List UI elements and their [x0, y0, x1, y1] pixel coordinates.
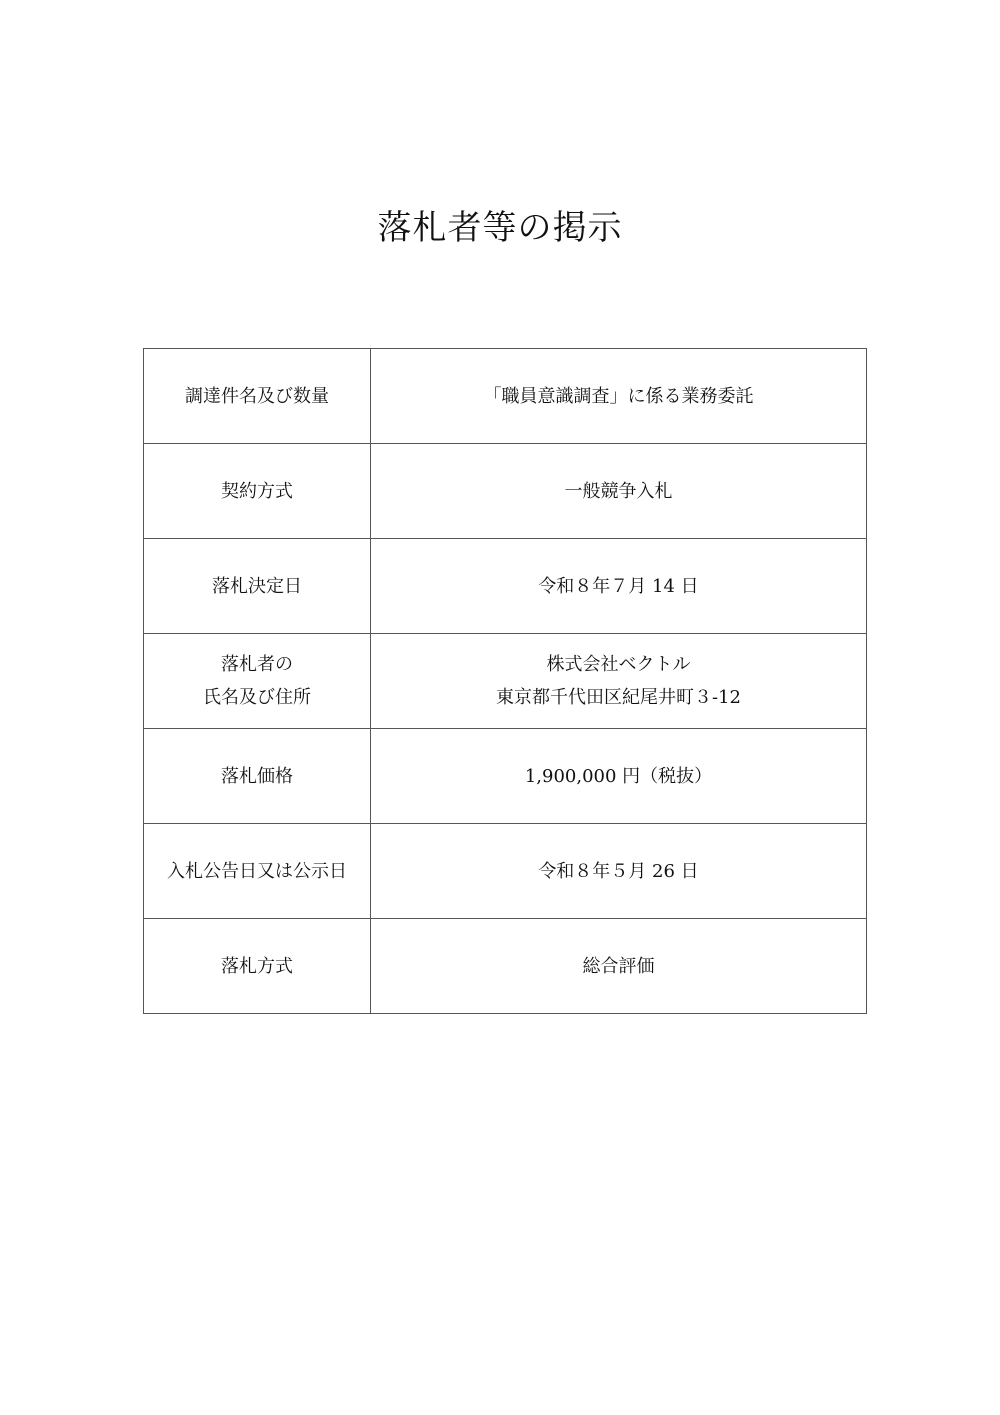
table-row-award-price — [144, 729, 867, 824]
row-label-line: 契約方式 — [221, 480, 293, 502]
row-value-line: 令和８年７月 14 日 — [538, 575, 699, 597]
row-label-line: 調達件名及び数量 — [185, 385, 329, 407]
row-value-line: 総合評価 — [582, 955, 655, 977]
row-value — [371, 729, 867, 824]
row-label — [144, 729, 371, 824]
row-value — [371, 919, 867, 1014]
row-label — [144, 539, 371, 634]
table-row-contract-method — [144, 444, 867, 539]
row-label-line: 落札者の — [221, 654, 293, 675]
row-value-line: 一般競争入札 — [564, 480, 673, 502]
row-label — [144, 824, 371, 919]
row-value — [371, 539, 867, 634]
table-row-award-method — [144, 919, 867, 1014]
row-value — [371, 349, 867, 444]
table-row-winner — [144, 634, 867, 729]
row-label — [144, 349, 371, 444]
award-info-table — [143, 348, 867, 1014]
row-label — [144, 919, 371, 1014]
row-value-line: 1,900,000 円（税抜） — [524, 765, 713, 787]
table-row-procurement-item — [144, 349, 867, 444]
row-label-line: 落札決定日 — [212, 575, 302, 597]
row-label — [144, 634, 371, 729]
row-label-line: 氏名及び住所 — [203, 687, 311, 708]
row-value — [371, 824, 867, 919]
table-row-award-date — [144, 539, 867, 634]
row-value-line: 令和８年５月 26 日 — [538, 860, 699, 882]
row-value-line: 「職員意識調査」に係る業務委託 — [483, 385, 754, 407]
row-label-line: 入札公告日又は公示日 — [167, 860, 347, 882]
row-value — [371, 444, 867, 539]
row-value-line: 東京都千代田区紀尾井町３-12 — [496, 687, 741, 708]
row-label-line: 落札価格 — [221, 765, 293, 787]
table-row-notice-date — [144, 824, 867, 919]
row-value — [371, 634, 867, 729]
row-label — [144, 444, 371, 539]
row-value-line: 株式会社ベクトル — [546, 654, 691, 675]
page-title: 落札者等の掲示 — [377, 208, 623, 248]
row-label-line: 落札方式 — [221, 955, 293, 977]
